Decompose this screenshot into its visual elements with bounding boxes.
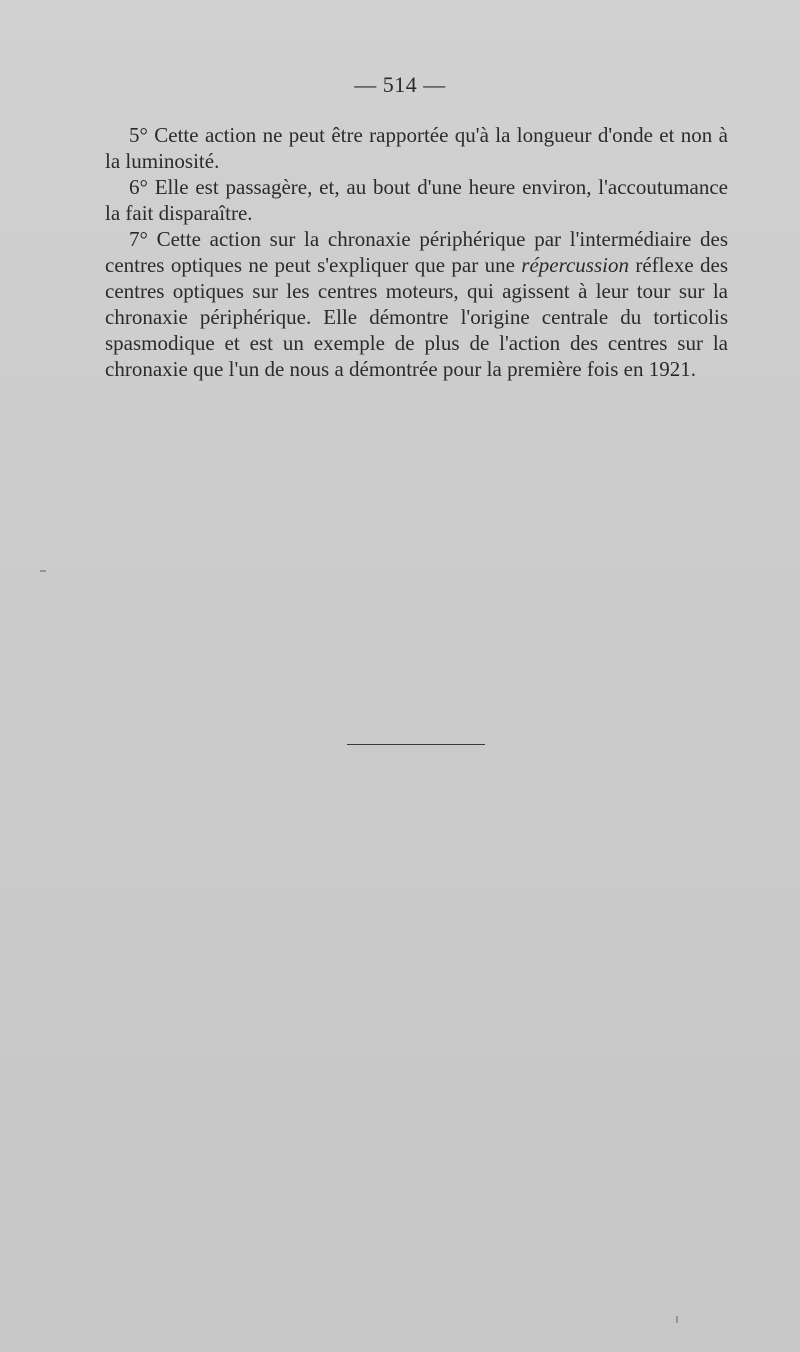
page-number: — 514 — xyxy=(354,72,446,97)
body-text xyxy=(105,122,728,382)
paragraph-5: 5° Cette action ne peut être rapportée qu'à la longueur d'onde et non à la luminosité. xyxy=(105,123,728,173)
emphasis-repercussion: répercussion xyxy=(521,253,629,277)
paper-speck xyxy=(676,1316,678,1323)
end-rule xyxy=(347,744,485,745)
paragraph-7-start: 7° Cette action sur la chronaxie périphérique par l'intermédiaire des centres optiques ne peut s'expliquer que par une xyxy=(105,227,728,277)
paragraph-7-end: réflexe des centres optiques sur les centres moteurs, qui agissent à leur tour sur la chronaxie périphérique. Elle démontre l'origine centrale du torticolis spasmodique et est un exemple de plus de l'action des centres sur la chronaxie que l'un de nous a démontrée pour la première fois en 1921. xyxy=(105,253,728,381)
paragraph-6: 6° Elle est passagère, et, au bout d'une heure environ, l'accoutumance la fait disparaître. xyxy=(105,175,728,225)
paragraph-7 xyxy=(105,226,728,382)
paper-speck xyxy=(40,570,46,572)
